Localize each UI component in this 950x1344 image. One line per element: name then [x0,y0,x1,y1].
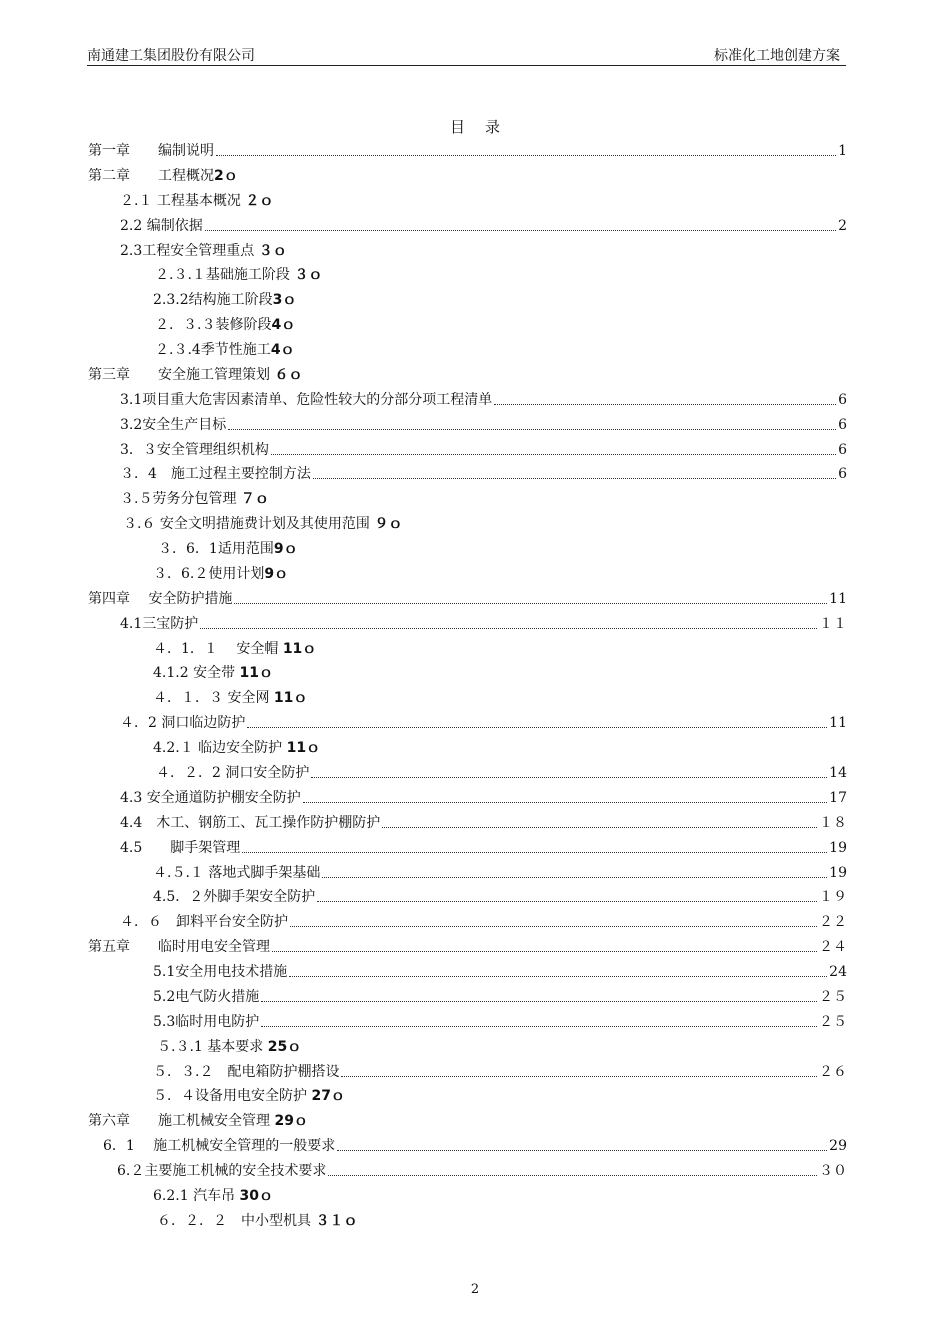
dot-leader [494,404,836,405]
toc-entry-title: ４．６ 卸料平台安全防护 [120,914,288,931]
toc-entry-page: 6 [838,391,847,408]
toc-entry[interactable] [153,1009,847,1031]
toc-entry[interactable] [156,760,847,782]
toc-entry-page: 29 [829,1138,847,1155]
toc-entry-title: 第四章 安全防护措施 [88,590,233,607]
dot-leader [261,1026,817,1027]
toc-entry-title: ２．３.３装修阶段 [155,317,272,334]
toc-entry-page: 17 [829,789,847,806]
toc-entry-page: 3ｏ [272,292,297,309]
toc-entry-page: 2 [838,217,847,234]
toc-entry-page: 1 [838,143,847,159]
toc-entry-page: ９ｏ [374,516,403,533]
toc-entry-title: 4.5 脚手架管理 [120,839,241,856]
toc-entry-title: 5.2电气防火措施 [153,988,260,1005]
toc-entry-title: ２.３.１基础施工阶段 [155,267,295,284]
toc-entry[interactable] [88,163,238,185]
toc-entry-title: 第一章 编制说明 [88,143,214,159]
toc-entry[interactable] [153,735,320,757]
toc-entry[interactable] [157,1208,357,1230]
toc-entry-page: 11ｏ [286,740,321,757]
toc-entry-title: 第六章 施工机械安全管理 [88,1113,275,1130]
toc-entry[interactable] [120,412,847,434]
dot-leader [290,926,817,927]
toc-entry-page: 9ｏ [264,565,289,582]
toc-entry-title: ３．6.２使用计划 [153,565,265,582]
dot-leader [322,877,827,878]
toc-entry-title: 2.2 编制依据 [120,217,203,234]
toc-entry-page: ７ｏ [240,491,269,508]
toc-entry-page: 4ｏ [270,342,295,359]
toc-entry-title: 4.3 安全通道防护棚安全防护 [120,789,301,806]
toc-entry-page: １１ [819,615,847,632]
toc-entry[interactable] [153,1083,345,1105]
toc-entry-title: 第二章 工程概况 [88,167,214,184]
toc-entry-page: 6 [838,441,847,458]
toc-entry-page: ２６ [819,1063,847,1080]
toc-entry-page: 9ｏ [273,541,298,558]
toc-entry-page: ２ｏ [245,192,274,209]
toc-entry-page: 19 [829,839,847,856]
toc-entry-page: 6 [838,466,847,483]
toc-entry-page: ２５ [819,988,847,1005]
toc-entry[interactable] [123,511,402,533]
dot-leader [328,1175,817,1176]
toc-entry-title: ３．4 施工过程主要控制方法 [120,466,311,483]
toc-entry-page: 30ｏ [239,1187,274,1204]
toc-entry-title: 2.3.2结构施工阶段 [153,292,273,309]
toc-entry-title: ３．6．1适用范围 [158,541,274,558]
toc-entry-page: 27ｏ [311,1088,345,1105]
toc-heading: 目 录 [449,118,501,136]
toc-entry[interactable] [117,1158,847,1180]
dot-leader [317,901,817,902]
dot-leader [303,802,827,803]
toc-entry-page: ６ｏ [274,366,303,383]
dot-leader [261,1001,817,1002]
dot-leader [337,1150,827,1151]
toc-entry[interactable] [120,810,847,832]
toc-entry-title: ４．１．３ 安全网 [153,690,274,707]
toc-entry[interactable] [155,337,295,359]
dot-leader [313,478,836,479]
toc-entry[interactable] [155,262,322,284]
dot-leader [228,429,836,430]
toc-entry[interactable] [88,1108,308,1130]
dot-leader [234,603,827,604]
toc-entry[interactable] [153,959,847,981]
toc-entry[interactable] [153,287,296,309]
toc-entry-title: 3.1项目重大危害因素清单、危险性较大的分部分项工程清单 [120,391,493,408]
toc-entry[interactable] [155,312,295,334]
toc-entry[interactable] [88,934,847,956]
toc-entry[interactable] [120,611,847,633]
toc-entry[interactable] [88,362,302,384]
dot-leader [382,827,817,828]
page-number: 2 [470,1282,480,1297]
toc-entry-page: ３１ｏ [315,1212,358,1229]
dot-leader [311,777,827,778]
toc-entry-title: ５．３.２ 配电箱防护棚搭设 [153,1063,340,1080]
dot-leader [200,628,817,629]
toc-entry-title: ２.３.4季节性施工 [155,342,271,359]
toc-entry-title: 3.2安全生产目标 [120,416,227,433]
toc-entry-page: 4ｏ [271,317,296,334]
toc-entry-page: ２４ [819,939,847,956]
dot-leader [289,976,827,977]
company-name: 南通建工集团股份有限公司 [87,48,255,64]
toc-entry[interactable] [158,536,298,558]
toc-entry-page: 19 [829,864,847,881]
toc-entry-title: ４．2 洞口临边防护 [120,715,246,732]
toc-entry-title: 5.1安全用电技术措施 [153,964,288,981]
toc-entry-page: 11 [829,590,847,607]
toc-entry[interactable] [120,188,273,210]
dot-leader [205,230,836,231]
toc-entry[interactable] [120,909,847,931]
dot-leader [271,454,836,455]
toc-entry-title: 4.1.2 安全带 [153,665,240,682]
page-header [87,43,846,66]
toc-entry[interactable] [153,984,847,1006]
toc-entry[interactable] [153,685,307,707]
toc-entry-page: ２５ [819,1013,847,1030]
toc-entry-page: 11ｏ [239,665,274,682]
toc-entry[interactable] [153,561,288,583]
dot-leader [341,1076,817,1077]
toc-entry-page: 11ｏ [282,640,317,657]
toc-entry-page: ３ｏ [258,242,287,259]
toc-entry-title: 4.2.１ 临边安全防护 [153,740,287,757]
toc-entry-page: １８ [819,814,847,831]
toc-entry-page: ２２ [819,914,847,931]
toc-entry-title: 6.2.1 汽车吊 [153,1187,240,1204]
toc-entry-page: 11 [829,715,847,732]
toc-entry[interactable] [120,238,287,260]
toc-entry-page: 24 [829,964,847,981]
toc-entry-page: ３ｏ [294,267,323,284]
dot-leader [216,155,836,156]
toc-entry-page: 6 [838,416,847,433]
toc-entry[interactable] [153,660,273,682]
toc-entry-page: 29ｏ [274,1113,308,1130]
toc-entry-title: ４.５.１ 落地式脚手架基础 [153,864,321,881]
toc-entry-page: 2ｏ [214,167,238,184]
toc-entry[interactable] [153,884,847,906]
dot-leader [247,727,827,728]
toc-entry-title: ２.１ 工程基本概况 [120,192,246,209]
toc-entry-title: 4.4 木工、钢筋工、瓦工操作防护棚防护 [120,814,381,831]
dot-leader [242,852,827,853]
toc-entry-title: 第五章 临时用电安全管理 [88,939,270,956]
toc-entry[interactable] [88,138,847,160]
toc-entry-title: 6.２主要施工机械的安全技术要求 [117,1163,327,1180]
toc-entry[interactable] [157,1034,301,1056]
toc-entry[interactable] [120,486,269,508]
toc-entry-page: 14 [829,765,847,781]
toc-entry[interactable] [120,461,847,483]
toc-entry[interactable] [120,387,847,409]
toc-entry[interactable] [153,636,316,658]
toc-entry[interactable] [153,860,847,882]
toc-entry-page: １９ [819,889,847,906]
toc-entry[interactable] [88,586,847,608]
toc-entry[interactable] [103,1133,847,1155]
toc-entry-title: ４．２．2 洞口安全防护 [156,765,310,781]
toc-entry-title: ４．1．１ 安全帽 [153,640,283,657]
toc-entry-title: 6．1 施工机械安全管理的一般要求 [103,1138,336,1155]
toc-entry[interactable] [153,1059,847,1081]
dot-leader [272,951,817,952]
document-title: 标准化工地创建方案 [714,48,840,64]
toc-entry[interactable] [120,785,847,807]
toc-entry-title: 第三章 安全施工管理策划 [88,366,275,383]
toc-entry-title: 3．３安全管理组织机构 [120,441,269,458]
toc-entry-page: 25ｏ [267,1038,302,1055]
toc-entry[interactable] [120,835,847,857]
toc-entry-title: ５.３.1 基本要求 [157,1038,268,1055]
toc-entry-title: ６．２．２ 中小型机具 [157,1212,316,1229]
toc-entry[interactable] [120,710,847,732]
toc-entry-title: ３.５劳务分包管理 [120,491,241,508]
toc-entry-title: ５．４设备用电安全防护 [153,1088,312,1105]
toc-entry-title: 2.3工程安全管理重点 [120,242,259,259]
toc-entry[interactable] [120,437,847,459]
toc-entry-title: ３.６ 安全文明措施费计划及其使用范围 [123,516,375,533]
toc-entry-title: 4.1三宝防护 [120,615,199,632]
toc-entry[interactable] [153,1183,273,1205]
toc-entry[interactable] [120,213,847,235]
toc-entry-title: 5.3临时用电防护 [153,1013,260,1030]
toc-entry-page: ３０ [819,1163,847,1180]
toc-entry-title: 4.5．２外脚手架安全防护 [153,889,316,906]
toc-entry-page: 11ｏ [273,690,308,707]
